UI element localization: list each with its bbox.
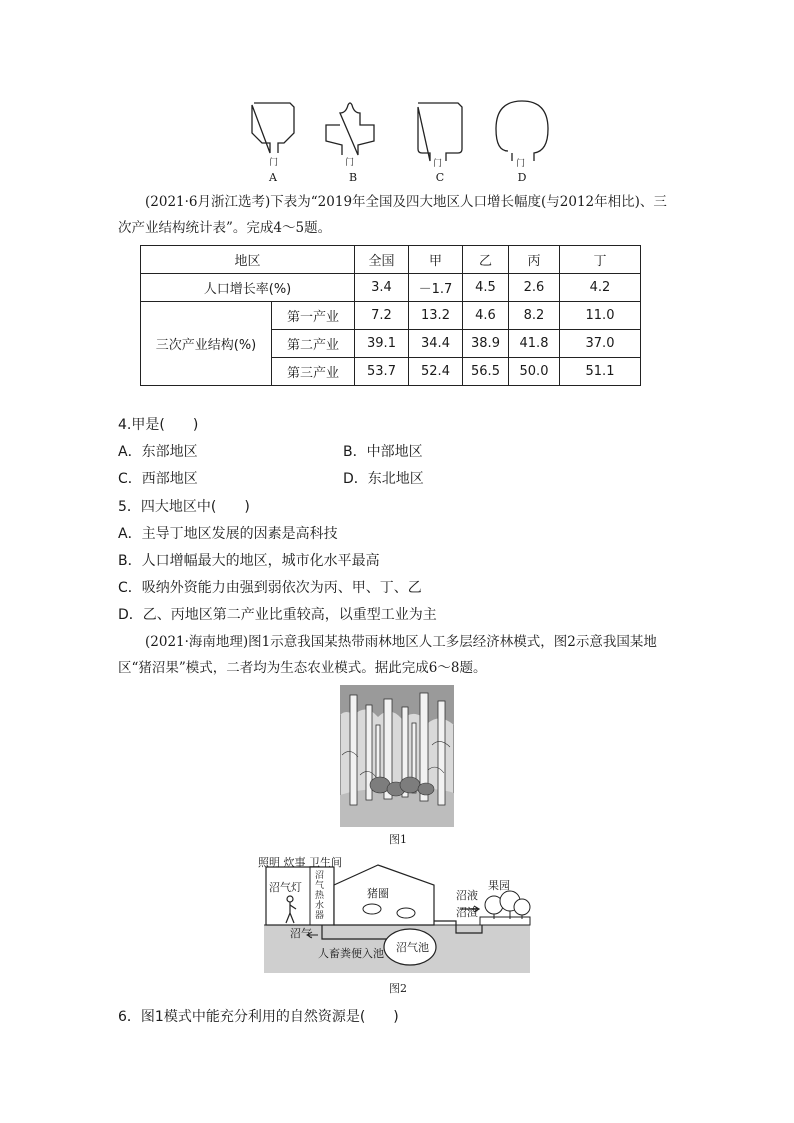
q4-option-a[interactable]: A．东部地区 [118, 444, 198, 460]
q5-stem: 5．四大地区中( ) [118, 499, 250, 515]
fig2-pigsty-label: 猪圈 [367, 887, 389, 900]
shape-c-door: 门 [433, 159, 443, 169]
table-cell: 4.5 [463, 274, 509, 302]
fig2-residue-label: 沼渣 [456, 906, 478, 919]
table-cell: 52.4 [409, 358, 463, 386]
shape-label-d: D [517, 171, 527, 184]
shapes-figure [240, 95, 560, 175]
table-cell: 50.0 [509, 358, 560, 386]
table-cell: 51.1 [560, 358, 641, 386]
table-cell: 13.2 [409, 302, 463, 330]
table-cell: 7.2 [355, 302, 409, 330]
fig2-pool-label: 沼气池 [396, 941, 429, 954]
figure-2-caption: 图2 [389, 982, 407, 995]
row-group-label: 三次产业结构(%) [141, 302, 272, 386]
q4-option-c[interactable]: C．西部地区 [118, 471, 198, 487]
q5-option-c[interactable]: C．吸纳外资能力由强到弱依次为丙、甲、丁、乙 [118, 580, 422, 596]
shape-a-door: 门 [269, 158, 279, 168]
q4-intro-line2: 次产业结构统计表”。完成4～5题。 [118, 220, 332, 236]
q4-option-d[interactable]: D．东北地区 [343, 471, 424, 487]
fig2-gas-label: 沼气 [290, 927, 312, 940]
fig2-top-labels: 照明 炊事 卫生间 [258, 856, 342, 869]
table-cell: 11.0 [560, 302, 641, 330]
header-cell: 乙 [463, 246, 509, 274]
table-cell: 53.7 [355, 358, 409, 386]
table-cell: 34.4 [409, 330, 463, 358]
header-cell: 丙 [509, 246, 560, 274]
shape-b-outline [326, 103, 374, 155]
figure-2-drawing [260, 855, 540, 975]
fig2-liquid-label: 沼液 [456, 889, 478, 902]
q5-option-b[interactable]: B．人口增幅最大的地区，城市化水平最高 [118, 553, 380, 569]
table-cell: 2.6 [509, 274, 560, 302]
fig2-lamp-label: 沼气灯 [269, 881, 302, 894]
table-row [141, 302, 641, 330]
fig2-orchard-label: 果园 [488, 879, 510, 892]
shape-c-outline [418, 103, 462, 161]
figure-1-illustration [340, 685, 454, 827]
table-cell: 4.6 [463, 302, 509, 330]
q4-intro-line1: (2021·6月浙江选考)下表为“2019年全国及四大地区人口增长幅度(与2012年相比)、三 [145, 194, 667, 210]
header-cell: 地区 [141, 246, 355, 274]
q6-stem: 6．图1模式中能充分利用的自然资源是( ) [118, 1009, 399, 1025]
fig2-manure-label: 人畜粪便入池 [318, 947, 384, 960]
table-cell: 3.4 [355, 274, 409, 302]
shape-label-b: B [348, 171, 358, 184]
figure-1-caption: 图1 [389, 833, 407, 846]
table-cell: 41.8 [509, 330, 560, 358]
fig2-heater-label: 沼气热水器 [315, 871, 325, 921]
table-header-row [141, 246, 641, 274]
row-label: 第三产业 [272, 358, 355, 386]
header-cell: 甲 [409, 246, 463, 274]
q5-option-a[interactable]: A．主导丁地区发展的因素是高科技 [118, 526, 338, 542]
q5-option-d[interactable]: D．乙、丙地区第二产业比重较高，以重型工业为主 [118, 607, 437, 623]
q6-intro-line1: (2021·海南地理)图1示意我国某热带雨林地区人工多层经济林模式，图2示意我国某地 [145, 634, 657, 650]
table-cell: 39.1 [355, 330, 409, 358]
table-row-population [141, 274, 641, 302]
shape-label-c: C [435, 171, 445, 184]
stat-table [140, 245, 641, 386]
table-cell: 56.5 [463, 358, 509, 386]
figure-2-illustration [260, 855, 540, 975]
table-cell: 37.0 [560, 330, 641, 358]
shape-d-outline [496, 101, 548, 161]
shape-a-outline [252, 103, 294, 153]
shape-d-door: 门 [516, 159, 526, 169]
row-label: 第一产业 [272, 302, 355, 330]
q4-stem: 4.甲是( ) [118, 417, 199, 433]
q6-intro-line2: 区“猪沼果”模式，二者均为生态农业模式。据此完成6～8题。 [118, 660, 487, 676]
row-label: 人口增长率(%) [141, 274, 355, 302]
shape-b-door: 门 [345, 158, 355, 168]
table-cell: －1.7 [409, 274, 463, 302]
q4-option-b[interactable]: B．中部地区 [343, 444, 423, 460]
table-cell: 4.2 [560, 274, 641, 302]
table-cell: 38.9 [463, 330, 509, 358]
header-cell: 全国 [355, 246, 409, 274]
row-label: 第二产业 [272, 330, 355, 358]
header-cell: 丁 [560, 246, 641, 274]
shape-label-a: A [269, 171, 277, 184]
table-cell: 8.2 [509, 302, 560, 330]
